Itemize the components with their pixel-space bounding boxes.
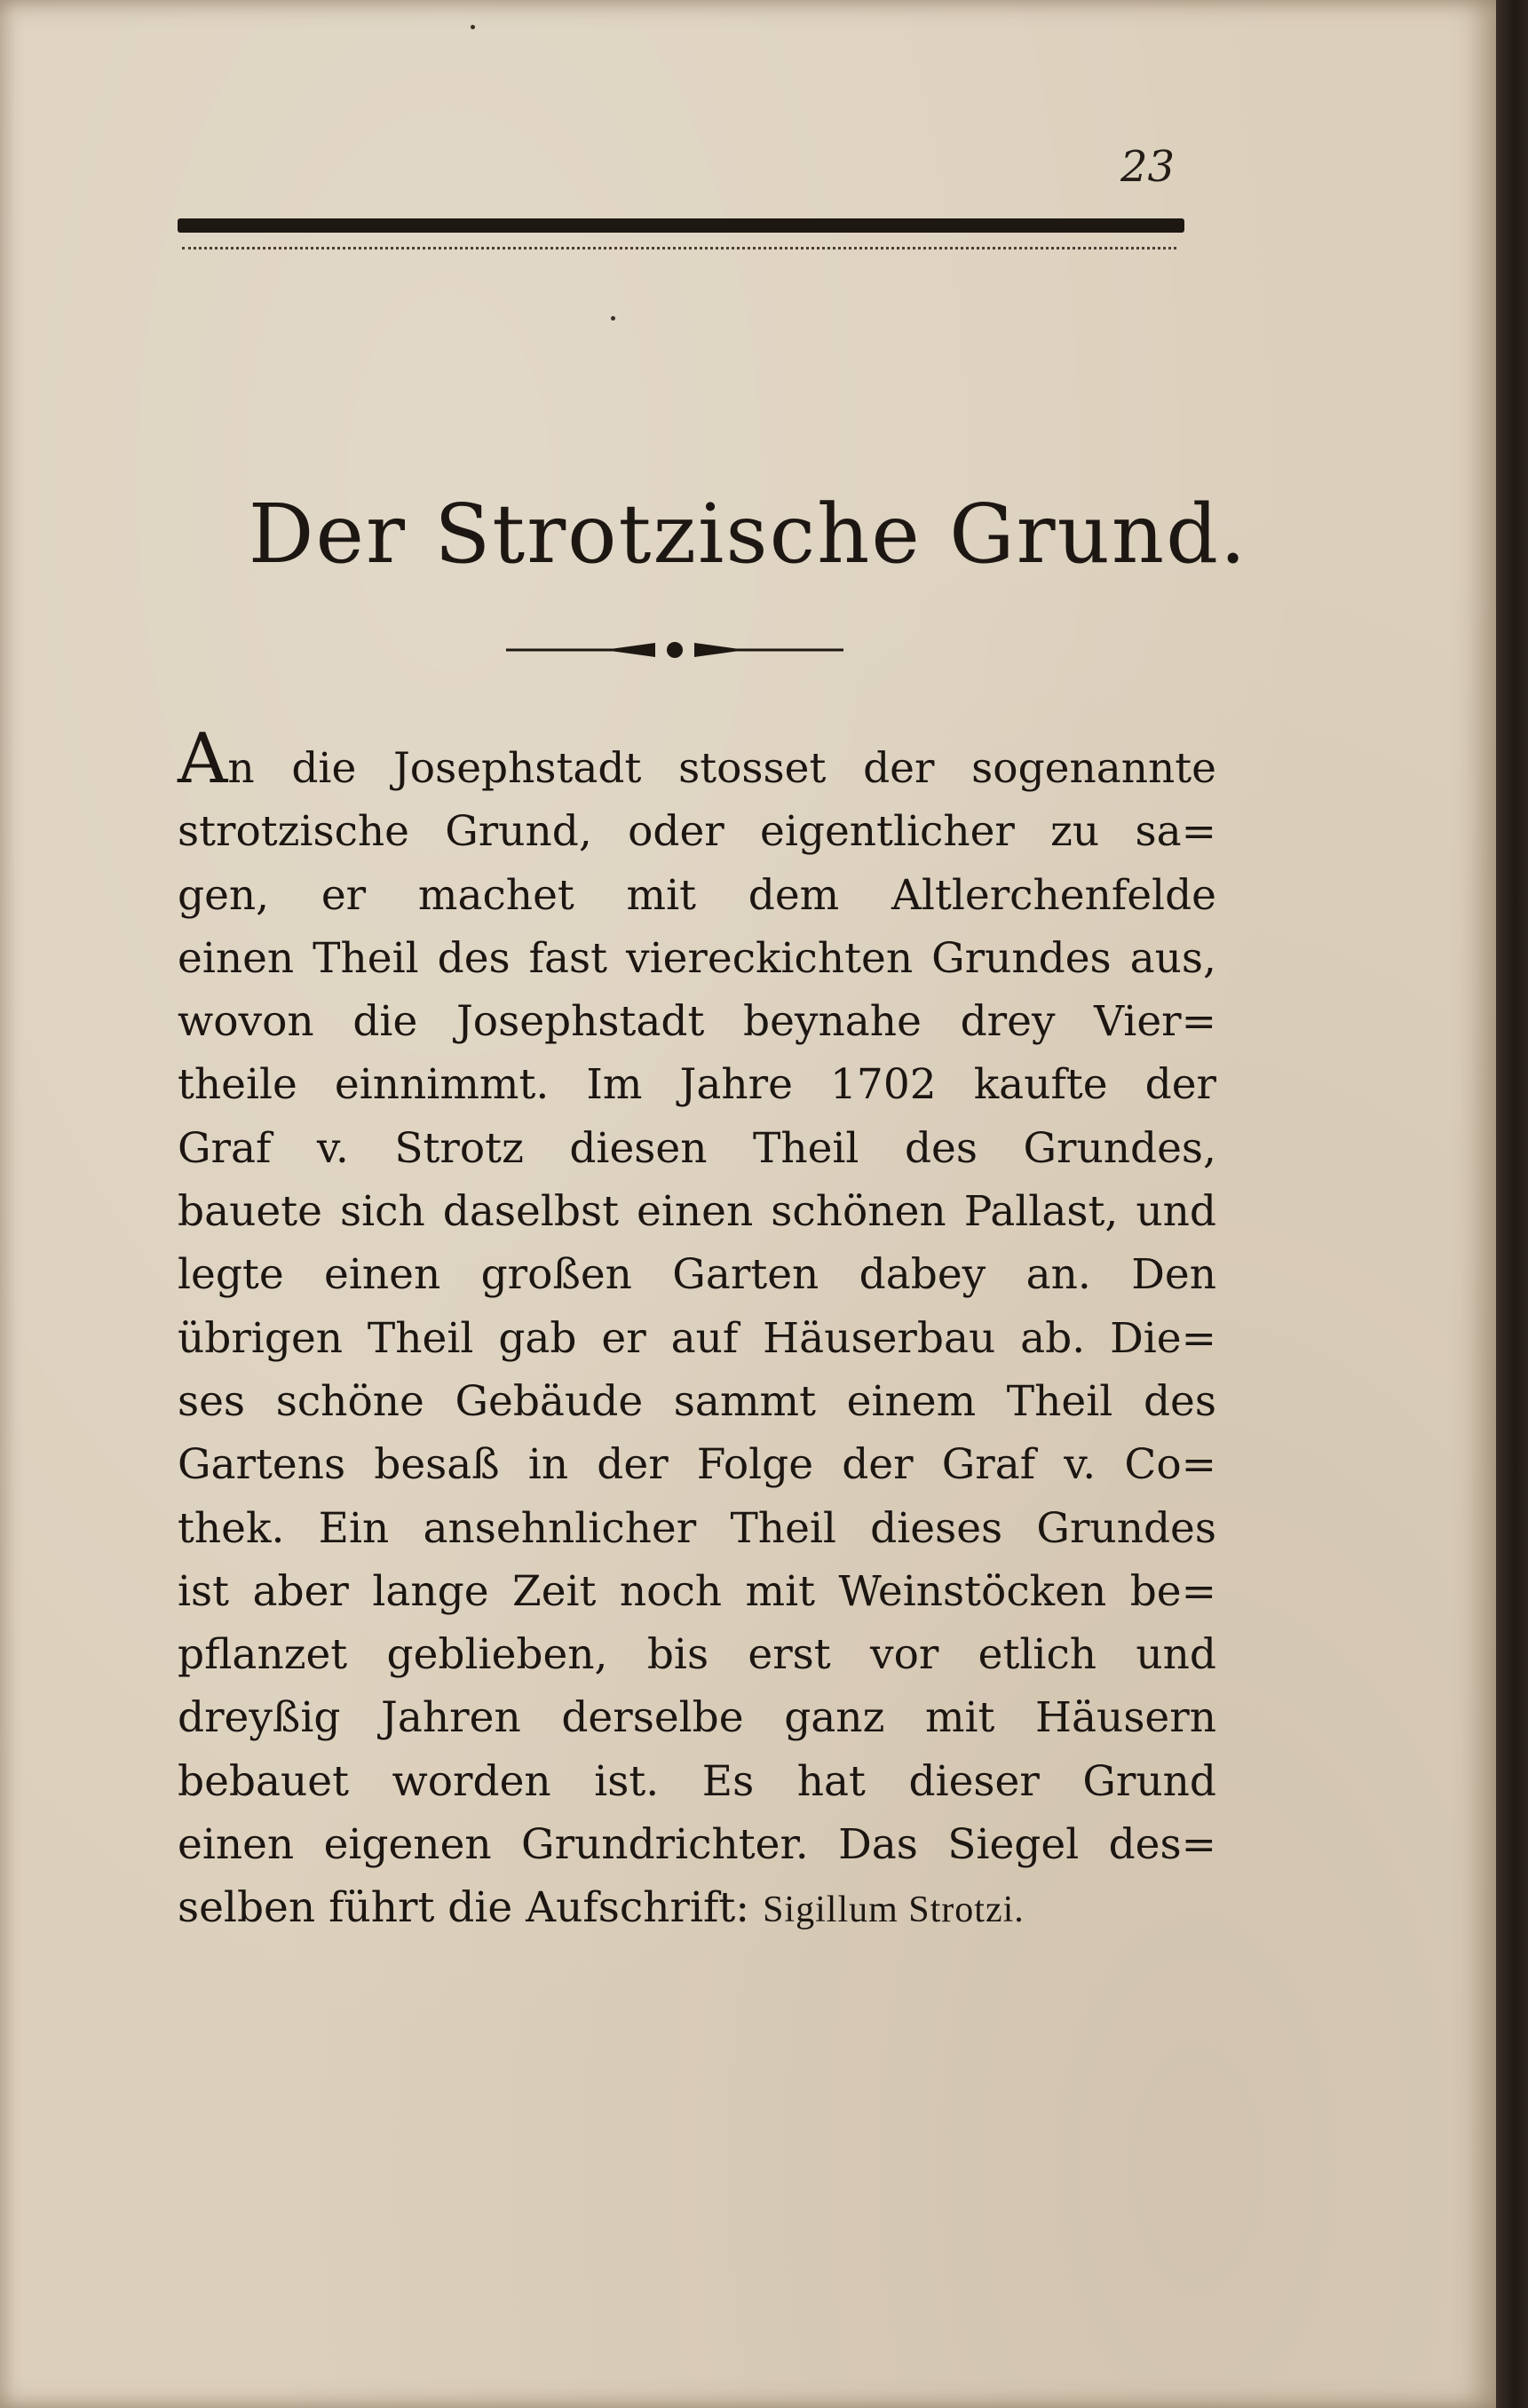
- title-ornament-divider: [506, 632, 843, 668]
- body-paragraph: [178, 719, 1216, 1940]
- text-line: strotzische Grund, oder eigentlicher zu sa=: [178, 807, 1216, 857]
- latin-inscription: Sigillum Strotzi.: [763, 1889, 1025, 1931]
- text-line: legte einen großen Garten dabey an. Den: [178, 1250, 1216, 1300]
- text-line: dreyßig Jahren derselbe ganz mit Häusern: [178, 1693, 1216, 1743]
- book-edge: [1496, 0, 1528, 2408]
- text-line: An die Josephstadt stosset der sogenannte: [178, 719, 1216, 799]
- text-line: ses schöne Gebäude sammt einem Theil des: [178, 1376, 1216, 1426]
- chapter-title: Der Strotzische Grund.: [248, 487, 1248, 582]
- page-number: 23: [1120, 142, 1176, 192]
- text-line: gen, er machet mit dem Altlerchenfelde: [178, 870, 1216, 920]
- ink-speck: [471, 25, 475, 29]
- text-line: pflanzet geblieben, bis erst vor etlich und: [178, 1630, 1216, 1680]
- text-line: ist aber lange Zeit noch mit Weinstöcken be=: [178, 1566, 1216, 1616]
- text-line: bauete sich daselbst einen schönen Pallast, und: [178, 1187, 1216, 1237]
- text-line-last: selben führt die Aufschrift: Sigillum Strotzi.: [178, 1883, 1025, 1933]
- initial-capital: A: [178, 719, 228, 799]
- text-line: theile einnimmt. Im Jahre 1702 kaufte der: [178, 1060, 1216, 1110]
- text-line: einen Theil des fast viereckichten Grundes aus,: [178, 933, 1216, 983]
- text-line: übrigen Theil gab er auf Häuserbau ab. Die=: [178, 1313, 1216, 1363]
- text-line: Gartens besaß in der Folge der Graf v. Co=: [178, 1440, 1216, 1490]
- text-line: Graf v. Strotz diesen Theil des Grundes,: [178, 1123, 1216, 1173]
- text-line: thek. Ein ansehnlicher Theil dieses Grundes: [178, 1503, 1216, 1553]
- text-line: wovon die Josephstadt beynahe drey Vier=: [178, 997, 1216, 1047]
- text-line: einen eigenen Grundrichter. Das Siegel des=: [178, 1820, 1216, 1870]
- ink-speck: [611, 316, 615, 321]
- header-rule-dotted: [182, 247, 1176, 250]
- header-rule: [178, 218, 1184, 233]
- text-line: bebauet worden ist. Es hat dieser Grund: [178, 1756, 1216, 1806]
